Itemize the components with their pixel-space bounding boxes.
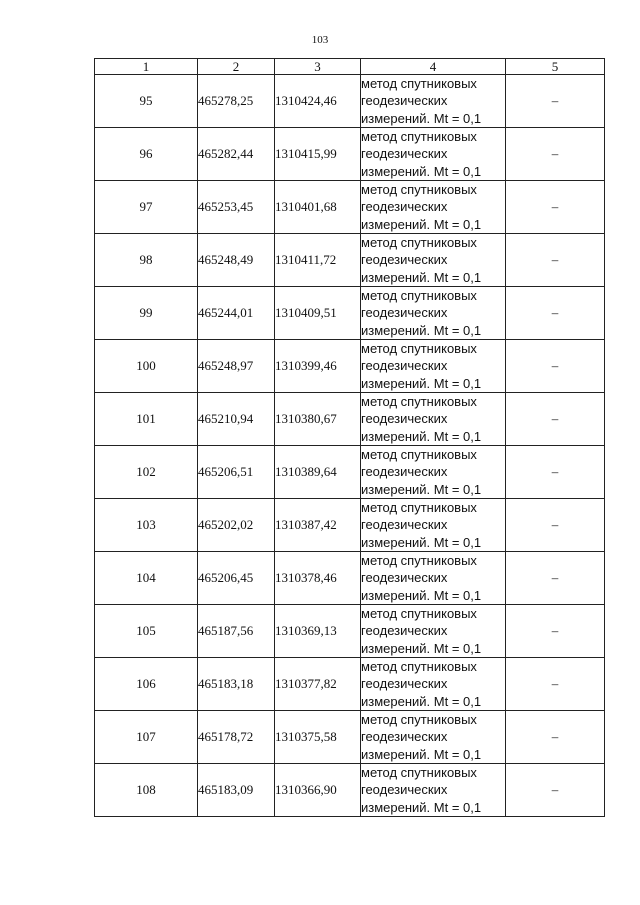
coordinate-y-text: 1310366,90 — [275, 782, 337, 797]
coordinate-y — [275, 181, 361, 234]
accuracy-value — [506, 711, 605, 764]
point-number-text: 99 — [139, 305, 153, 320]
coordinate-x — [198, 764, 275, 817]
coordinate-x-text: 465202,02 — [198, 517, 254, 532]
coordinate-x-text: 465278,25 — [198, 93, 254, 108]
coordinate-x — [198, 287, 275, 340]
accuracy-text: – — [551, 146, 559, 161]
coordinate-x — [198, 499, 275, 552]
method-line: геодезических — [361, 517, 448, 533]
coordinate-x — [198, 446, 275, 499]
table-row — [95, 128, 605, 181]
coordinate-x — [198, 128, 275, 181]
method-description — [361, 287, 506, 340]
point-number-text: 107 — [136, 729, 156, 744]
method-line: метод спутниковых — [361, 712, 477, 727]
point-number — [95, 499, 198, 552]
method-description — [361, 128, 506, 181]
method-description — [361, 552, 506, 605]
coordinate-y — [275, 605, 361, 658]
coordinate-y — [275, 658, 361, 711]
accuracy-value — [506, 75, 605, 128]
accuracy-value — [506, 499, 605, 552]
coordinate-y — [275, 393, 361, 446]
header-col-1: 1 — [95, 59, 198, 75]
method-description — [361, 234, 506, 287]
coordinate-x-text: 465183,18 — [198, 676, 254, 691]
coordinate-x — [198, 393, 275, 446]
point-number-text: 96 — [139, 146, 153, 161]
coordinate-y-text: 1310389,64 — [275, 464, 337, 479]
coordinate-x-text: 465187,56 — [198, 623, 254, 638]
method-line: геодезических — [361, 199, 448, 215]
method-line: геодезических — [361, 411, 448, 427]
accuracy-value — [506, 552, 605, 605]
coordinate-x-text: 465282,44 — [198, 146, 254, 161]
coordinate-y-text: 1310401,68 — [275, 199, 337, 214]
coordinate-y — [275, 552, 361, 605]
coordinate-x — [198, 181, 275, 234]
method-line: измерений. Mt = 0,1 — [361, 428, 482, 444]
point-number — [95, 181, 198, 234]
point-number-text: 100 — [136, 358, 156, 373]
coordinate-y-text: 1310369,13 — [275, 623, 337, 638]
table-row — [95, 764, 605, 817]
coordinate-x-text: 465206,45 — [198, 570, 254, 585]
method-line: метод спутниковых — [361, 129, 477, 144]
point-number — [95, 287, 198, 340]
table-row — [95, 340, 605, 393]
table-row — [95, 393, 605, 446]
coordinate-x — [198, 658, 275, 711]
coordinate-x — [198, 234, 275, 287]
coordinate-y — [275, 499, 361, 552]
method-line: метод спутниковых — [361, 341, 477, 356]
coordinate-y-text: 1310375,58 — [275, 729, 337, 744]
accuracy-text: – — [551, 305, 559, 320]
table-row — [95, 605, 605, 658]
method-line: измерений. Mt = 0,1 — [361, 640, 482, 656]
point-number-text: 97 — [139, 199, 153, 214]
method-line: геодезических — [361, 676, 448, 692]
point-number — [95, 711, 198, 764]
accuracy-text: – — [551, 676, 559, 691]
accuracy-text: – — [551, 517, 559, 532]
method-description — [361, 658, 506, 711]
method-description — [361, 393, 506, 446]
coordinate-x-text: 465206,51 — [198, 464, 254, 479]
accuracy-value — [506, 764, 605, 817]
method-line: метод спутниковых — [361, 288, 477, 303]
header-col-2: 2 — [198, 59, 275, 75]
method-line: измерений. Mt = 0,1 — [361, 269, 482, 285]
point-number — [95, 446, 198, 499]
coordinate-y — [275, 764, 361, 817]
table-row — [95, 181, 605, 234]
coordinate-x-text: 465244,01 — [198, 305, 254, 320]
point-number — [95, 764, 198, 817]
coordinate-y — [275, 234, 361, 287]
accuracy-value — [506, 287, 605, 340]
table-row — [95, 711, 605, 764]
coordinate-x-text: 465248,49 — [198, 252, 254, 267]
point-number — [95, 234, 198, 287]
accuracy-value — [506, 128, 605, 181]
coordinate-y-text: 1310424,46 — [275, 93, 337, 108]
coordinate-x — [198, 711, 275, 764]
point-number-text: 98 — [139, 252, 153, 267]
method-line: измерений. Mt = 0,1 — [361, 481, 482, 497]
method-line: геодезических — [361, 146, 448, 162]
method-line: геодезических — [361, 729, 448, 745]
accuracy-value — [506, 393, 605, 446]
header-row — [95, 59, 605, 75]
method-line: метод спутниковых — [361, 447, 477, 462]
coordinate-y — [275, 128, 361, 181]
coordinate-y — [275, 711, 361, 764]
page-number: 103 — [311, 34, 329, 46]
method-description — [361, 711, 506, 764]
accuracy-value — [506, 446, 605, 499]
method-line: метод спутниковых — [361, 553, 477, 568]
method-line: геодезических — [361, 782, 448, 798]
accuracy-text: – — [551, 199, 559, 214]
method-line: геодезических — [361, 464, 448, 480]
accuracy-text: – — [551, 93, 559, 108]
point-number-text: 102 — [136, 464, 156, 479]
method-line: измерений. Mt = 0,1 — [361, 375, 482, 391]
accuracy-value — [506, 658, 605, 711]
header-col-4: 4 — [361, 59, 506, 75]
coordinate-y-text: 1310387,42 — [275, 517, 337, 532]
point-number — [95, 605, 198, 658]
accuracy-text: – — [551, 358, 559, 373]
method-line: измерений. Mt = 0,1 — [361, 746, 482, 762]
point-number — [95, 658, 198, 711]
method-line: измерений. Mt = 0,1 — [361, 216, 482, 232]
point-number — [95, 393, 198, 446]
method-line: измерений. Mt = 0,1 — [361, 110, 482, 126]
coordinate-y — [275, 446, 361, 499]
method-description — [361, 446, 506, 499]
method-line: измерений. Mt = 0,1 — [361, 587, 482, 603]
table-row — [95, 287, 605, 340]
method-line: измерений. Mt = 0,1 — [361, 534, 482, 550]
point-number-text: 103 — [136, 517, 156, 532]
method-line: измерений. Mt = 0,1 — [361, 799, 482, 815]
point-number — [95, 552, 198, 605]
table-row — [95, 499, 605, 552]
method-description — [361, 605, 506, 658]
method-line: геодезических — [361, 252, 448, 268]
table-header — [95, 59, 605, 75]
coordinate-y-text: 1310378,46 — [275, 570, 337, 585]
coordinate-y — [275, 287, 361, 340]
accuracy-value — [506, 181, 605, 234]
method-line: геодезических — [361, 623, 448, 639]
table-row — [95, 552, 605, 605]
method-line: геодезических — [361, 305, 448, 321]
point-number-text: 108 — [136, 782, 156, 797]
point-number-text: 105 — [136, 623, 156, 638]
method-line: метод спутниковых — [361, 235, 477, 250]
method-line: метод спутниковых — [361, 765, 477, 780]
coordinate-x-text: 465183,09 — [198, 782, 254, 797]
method-description — [361, 181, 506, 234]
header-col-3: 3 — [275, 59, 361, 75]
method-description — [361, 499, 506, 552]
point-number — [95, 128, 198, 181]
method-description — [361, 764, 506, 817]
table-row — [95, 658, 605, 711]
coordinate-y-text: 1310380,67 — [275, 411, 337, 426]
header-col-5: 5 — [506, 59, 605, 75]
method-line: измерений. Mt = 0,1 — [361, 322, 482, 338]
coordinate-x — [198, 605, 275, 658]
coordinate-y-text: 1310415,99 — [275, 146, 337, 161]
method-line: геодезических — [361, 570, 448, 586]
table-row — [95, 75, 605, 128]
table-body — [95, 75, 605, 817]
accuracy-value — [506, 234, 605, 287]
method-line: геодезических — [361, 358, 448, 374]
coordinate-x — [198, 340, 275, 393]
point-number-text: 101 — [136, 411, 156, 426]
method-description — [361, 75, 506, 128]
accuracy-text: – — [551, 464, 559, 479]
method-description — [361, 340, 506, 393]
coordinate-y-text: 1310409,51 — [275, 305, 337, 320]
method-line: метод спутниковых — [361, 659, 477, 674]
coordinate-y-text: 1310377,82 — [275, 676, 337, 691]
method-line: измерений. Mt = 0,1 — [361, 163, 482, 179]
coordinate-y-text: 1310399,46 — [275, 358, 337, 373]
point-number-text: 106 — [136, 676, 156, 691]
accuracy-value — [506, 340, 605, 393]
accuracy-text: – — [551, 623, 559, 638]
coordinate-x-text: 465248,97 — [198, 358, 254, 373]
method-line: метод спутниковых — [361, 606, 477, 621]
method-line: геодезических — [361, 93, 448, 109]
method-line: измерений. Mt = 0,1 — [361, 693, 482, 709]
coordinates-table — [94, 58, 605, 817]
coordinate-x — [198, 552, 275, 605]
coordinate-x-text: 465253,45 — [198, 199, 254, 214]
method-line: метод спутниковых — [361, 500, 477, 515]
accuracy-value — [506, 605, 605, 658]
method-line: метод спутниковых — [361, 394, 477, 409]
accuracy-text: – — [551, 782, 559, 797]
accuracy-text: – — [551, 570, 559, 585]
accuracy-text: – — [551, 252, 559, 267]
coordinate-y — [275, 75, 361, 128]
point-number — [95, 75, 198, 128]
accuracy-text: – — [551, 729, 559, 744]
accuracy-text: – — [551, 411, 559, 426]
coordinate-x-text: 465178,72 — [198, 729, 254, 744]
coordinate-y-text: 1310411,72 — [275, 252, 337, 267]
table-row — [95, 234, 605, 287]
method-line: метод спутниковых — [361, 182, 477, 197]
coordinate-x — [198, 75, 275, 128]
method-line: метод спутниковых — [361, 76, 477, 91]
point-number-text: 95 — [139, 93, 153, 108]
point-number-text: 104 — [136, 570, 156, 585]
point-number — [95, 340, 198, 393]
coordinate-x-text: 465210,94 — [198, 411, 254, 426]
coordinate-y — [275, 340, 361, 393]
table-row — [95, 446, 605, 499]
